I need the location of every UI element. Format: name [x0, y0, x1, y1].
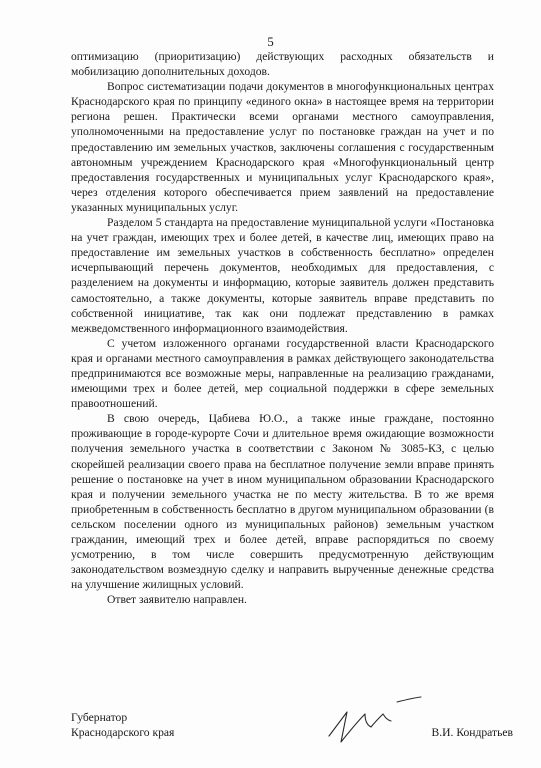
signatory-title	[71, 710, 174, 740]
paragraph: С учетом изложенного органами государственной власти Краснодарского края и органами местного самоуправления в рамках действующего законодательства предпринимаются все возможные меры, направленные на реализацию гражданами, имеющими трех и более детей, мер социальной поддержки в сфере земельных правоотношений.	[71, 336, 494, 411]
paragraph: оптимизацию (приоритизацию) действующих расходных обязательств и мобилизацию дополнительных доходов.	[71, 50, 494, 79]
paragraph: В свою очередь, Цабиева Ю.О., а также иные граждане, постоянно проживающие в городе-курорте Сочи и длительное время ожидающие возможности получения земельного участка в соответствии с Законом № 3085-КЗ, с целью скорейшей реализации своего права на бесплатное получение земли вправе принять решение о постановке на учет в ином муниципальном образовании Краснодарского края и получении земельного участка не по месту жительства. В то же время приобретенным в собственность бесплатно в другом муниципальном образовании (в сельском поселении одного из муниципальных районов) земельным участком гражданин, имеющий трех и более детей, вправе распорядиться по своему усмотрению, в том числе совершить предусмотренную действующим законодательством возмездную сделку и направить вырученные денежные средства на улучшение жилищных условий.	[71, 412, 494, 592]
letter-body	[71, 49, 494, 607]
signatory-title-line2: Краснодарского края	[71, 726, 175, 739]
paragraph: Ответ заявителю направлен.	[107, 593, 247, 607]
paragraph: Разделом 5 стандарта на предоставление муниципальной услуги «Постановка на учет граждан, имеющих трех и более детей, в качестве лиц, имеющих право на предоставление им земельных участков в собственность бесплатно» определен исчерпывающий перечень документов, необходимых для предоставления, с разделением на документы и информацию, которые заявитель должен представить самостоятельно, а также документы, которые заявитель вправе представить по собственной инициативе, так как они подлежат представлению в рамках межведомственного информационного взаимодействия.	[71, 216, 494, 335]
handwritten-signature	[321, 692, 431, 752]
paragraph: Вопрос систематизации подачи документов в многофункциональных центрах Краснодарского края по принципу «единого окна» в настоящее время на территории региона решен. Практически всеми органами местного самоуправления, уполномоченными на предоставление услуг по постановке граждан на учет и по предоставлению им земельных участков, заключены соглашения с государственным автономным учреждением Краснодарского края «Многофункциональный центр предоставления государственных и муниципальных услуг Краснодарского края», через отделения которого обеспечивается прием заявлений на предоставление указанных муниципальных услуг.	[71, 80, 494, 214]
signatory-name: В.И. Кондратьев	[431, 726, 513, 739]
signatory-title-line1: Губернатор	[71, 711, 128, 724]
page-number: 5	[267, 34, 274, 49]
